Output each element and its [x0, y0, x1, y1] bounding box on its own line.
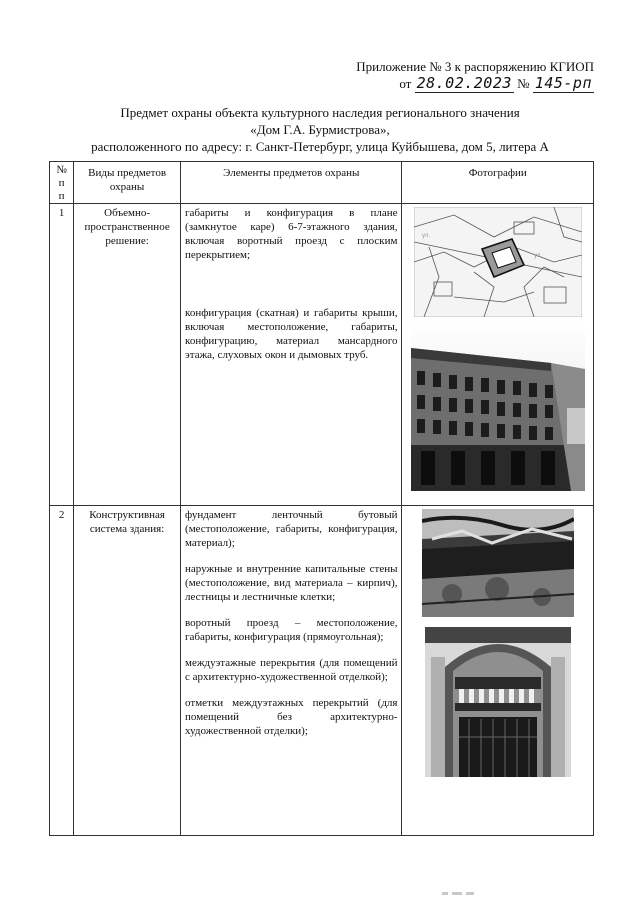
header-kind: Виды предметов охраны: [74, 162, 181, 204]
number-label: №: [517, 76, 530, 91]
element-text: габариты и конфигурация в плане (замкнутое каре) 6-7-этажного здания, включая воротный проезд с плоским перекрытием;: [185, 207, 398, 261]
row-kind: Объемно-пространственное решение:: [74, 204, 181, 506]
title-line-2: «Дом Г.А. Бурмистрова»,: [250, 122, 390, 137]
element-text: наружные и внутренние капитальные стены (местоположение, вид материала – кирпич), лестницы и лестничные клетки;: [185, 563, 398, 603]
order-ref-line: [356, 75, 594, 92]
appendix-header: [356, 58, 594, 92]
row-elements: [181, 506, 402, 836]
title-line-3: расположенного по адресу: г. Санкт-Петербург, улица Куйбышева, дом 5, литера А: [91, 139, 549, 154]
row-kind: Конструктивная система здания:: [74, 506, 181, 836]
order-number: 145-рп: [534, 74, 592, 92]
row-photos: [402, 506, 594, 836]
element-text: отметки междуэтажных перекрытий (для помещений без архитектурно-художественной отделки);: [185, 697, 398, 737]
header-num: [50, 162, 74, 204]
header-num-text: № п п: [56, 164, 67, 202]
svg-text:ул.: ул.: [533, 253, 542, 259]
svg-text:ул.: ул.: [421, 233, 430, 239]
document-title: [0, 104, 640, 155]
element-text: фундамент ленточный бутовый (местоположение, габариты, конфигурация, материал);: [185, 509, 398, 549]
title-line-1: Предмет охраны объекта культурного наследия регионального значения: [120, 105, 520, 120]
element-text: междуэтажные перекрытия (для помещений с архитектурно-художественной отделкой);: [185, 657, 398, 683]
table-row: [50, 204, 594, 506]
row-num: 2: [50, 506, 74, 836]
appendix-line: Приложение № 3 к распоряжению КГИОП: [356, 59, 594, 74]
gateway-photo: [425, 627, 571, 777]
element-text: конфигурация (скатная) и габариты крыши, включая местоположение, габариты, конфигурацию, материал мансардного этажа, слуховых окон и дымовых труб.: [185, 307, 398, 361]
order-date: 28.02.2023: [416, 74, 512, 92]
site-plan-image: [414, 207, 582, 317]
protection-subject-table: [49, 161, 594, 836]
row-num: 1: [50, 204, 74, 506]
table-row: [50, 506, 594, 836]
scan-stamp-mark: [440, 889, 500, 899]
element-text: воротный проезд – местоположение, габариты, конфигурация (прямоугольная);: [185, 617, 398, 643]
header-photos: Фотографии: [402, 162, 594, 204]
table-header-row: [50, 162, 594, 204]
foundation-photo: [422, 509, 574, 617]
header-elements: Элементы предметов охраны: [181, 162, 402, 204]
facade-photo: [411, 323, 585, 491]
row-photos: [402, 204, 594, 506]
row-elements: [181, 204, 402, 506]
from-label: от: [399, 76, 412, 91]
